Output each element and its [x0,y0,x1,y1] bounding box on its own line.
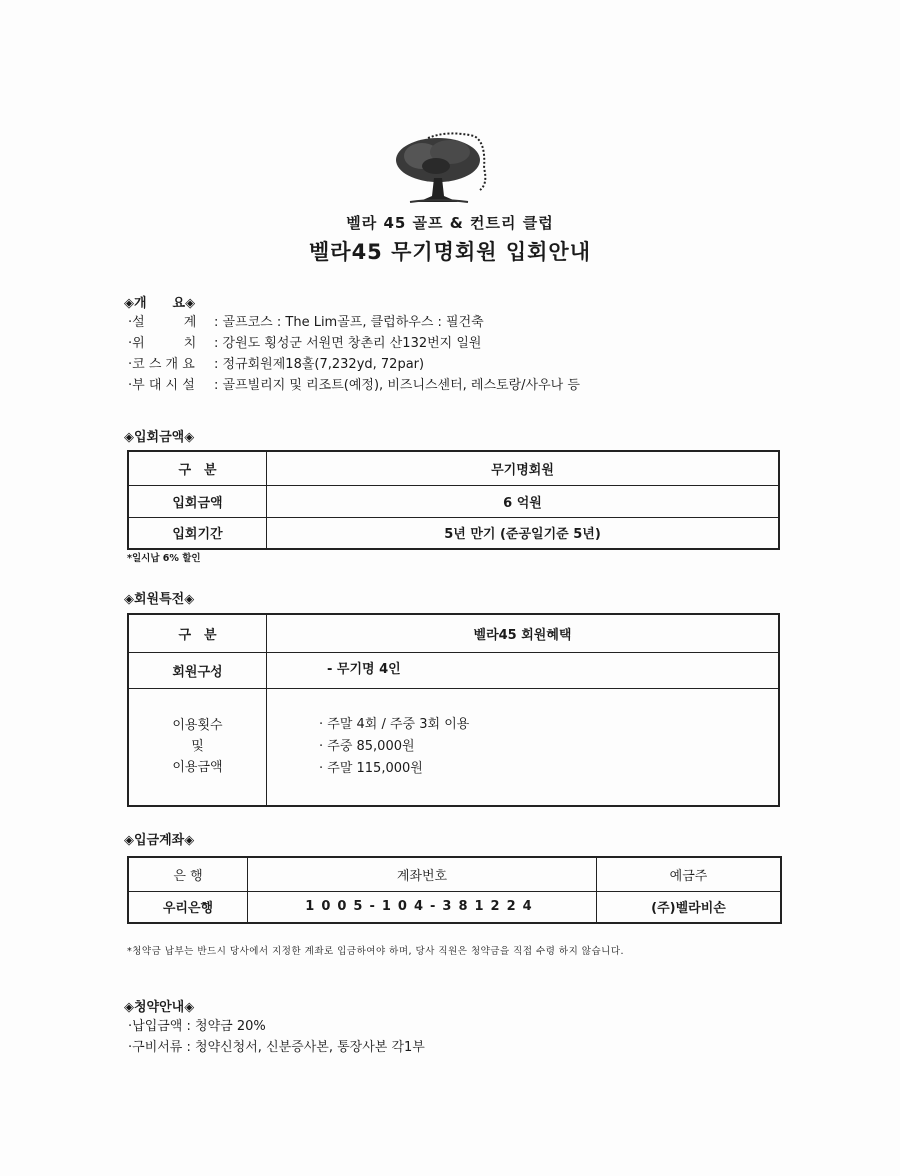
club-name: 벨라 45 골프 & 컨트리 클럽 [346,214,554,232]
fee-header-left: 구 분 [128,451,267,485]
subscription-heading: ◈청약안내◈ [124,1000,195,1015]
overview-item-value: : 골프코스 : The Lim골프, 클럽하우스 : 필건축 [214,315,484,330]
account-number: 1005-104-381224 [248,891,597,923]
tree-logo-icon [388,128,496,210]
fee-note: *일시납 6% 할인 [127,553,201,564]
table-row [128,652,779,688]
fee-row-label: 입회기간 [128,517,267,549]
overview-item-label: ·코 스 개 요 [128,357,195,372]
fee-row-value: 6 억원 [267,485,780,517]
account-note: *청약금 납부는 반드시 당사에서 지정한 계좌로 입금하여야 하며, 당사 직원은 청약금을 직접 수령 하지 않습니다. [127,946,625,957]
table-row [128,688,779,806]
overview-heading: ◈개 요◈ [124,296,196,311]
overview-item-value: : 골프빌리지 및 리조트(예정), 비즈니스센터, 레스토랑/사우나 등 [214,378,580,393]
overview-item [128,312,580,333]
fee-header-right: 무기명회원 [267,451,780,485]
table-row [128,857,781,891]
fee-table [127,450,780,550]
usage-list [267,688,780,806]
account-heading: ◈입금계좌◈ [124,833,195,848]
account-col-holder: 예금주 [597,857,782,891]
account-table [127,856,782,924]
usage-label: 이용횟수 [172,718,223,734]
usage-item: · 주말 115,000원 [319,760,423,776]
fee-heading: ◈입회금액◈ [124,430,195,445]
account-col-number: 계좌번호 [248,857,597,891]
benefits-table [127,613,780,807]
benefits-header-left: 구 분 [128,614,267,652]
overview-item-value: : 정규회원제18홀(7,232yd, 72par) [214,357,425,372]
fee-row-value: 5년 만기 (준공일기준 5년) [267,517,780,549]
account-col-bank: 은 행 [128,857,248,891]
benefits-header-right: 벨라45 회원혜택 [267,614,780,652]
usage-label: 이용금액 [172,760,223,776]
composition-label: 회원구성 [128,652,267,688]
usage-label-cell [128,688,267,806]
overview-list [128,312,580,396]
table-row [128,451,779,485]
subscription-list [128,1016,425,1058]
overview-item-value: : 강원도 횡성군 서원면 창촌리 산132번지 일원 [214,336,482,351]
table-row [128,891,781,923]
overview-item-label: ·설 계 [128,315,197,330]
usage-item: · 주중 85,000원 [319,738,415,754]
account-holder: (주)벨라비손 [597,891,782,923]
subscription-item: ·납입금액 : 청약금 20% [128,1019,266,1034]
overview-item [128,354,580,375]
overview-item-label: ·부 대 시 설 [128,378,195,393]
table-row [128,517,779,549]
table-row [128,614,779,652]
overview-item [128,375,580,396]
benefits-heading: ◈회원특전◈ [124,592,195,607]
subscription-item: ·구비서류 : 청약신청서, 신분증사본, 통장사본 각1부 [128,1040,425,1055]
overview-item [128,333,580,354]
table-row [128,485,779,517]
fee-row-label: 입회금액 [128,485,267,517]
overview-item-label: ·위 치 [128,336,197,351]
usage-label: 및 [191,739,204,755]
composition-value: - 무기명 4인 [267,652,780,688]
document-title: 벨라45 무기명회원 입회안내 [309,240,591,264]
account-bank: 우리은행 [128,891,248,923]
usage-item: · 주말 4회 / 주중 3회 이용 [319,716,470,732]
